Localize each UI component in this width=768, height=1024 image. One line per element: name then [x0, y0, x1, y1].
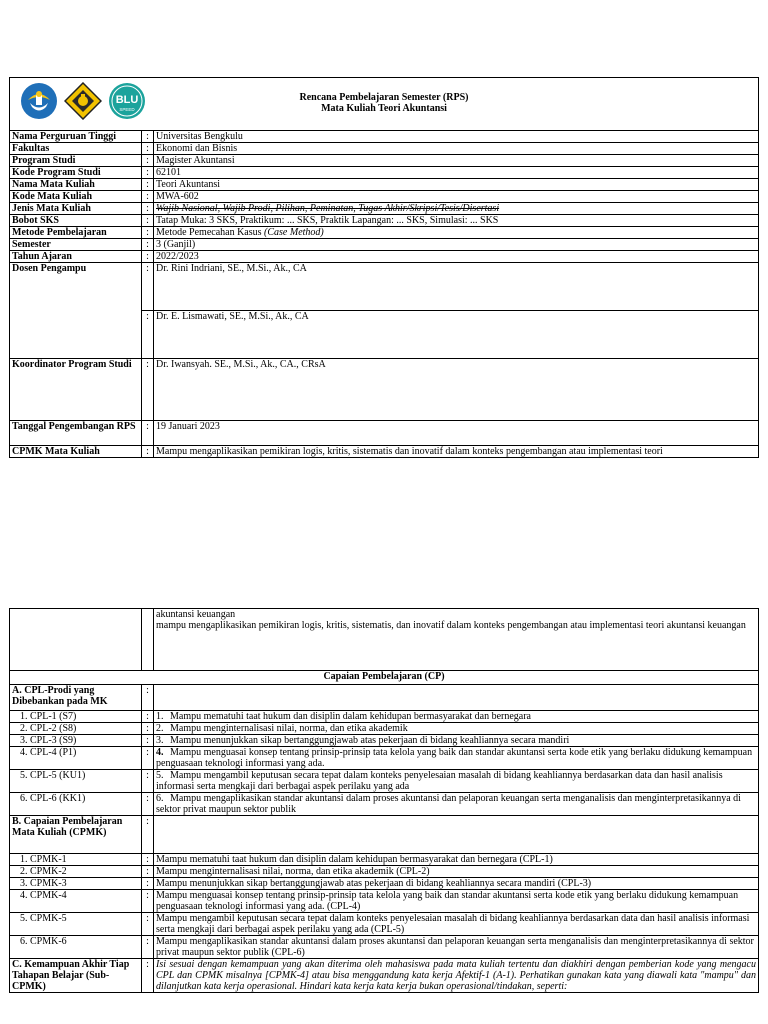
cpl-row	[10, 711, 759, 723]
cpmk-mk-label: CPMK Mata Kuliah	[10, 446, 142, 458]
cpmk-text: Mampu menginternalisasi nilai, norma, dan etika akademik (CPL-2)	[154, 866, 759, 878]
separator: :	[142, 239, 154, 251]
info-row	[10, 167, 759, 179]
cpl-num: 3.	[156, 735, 164, 746]
separator: :	[142, 936, 154, 959]
separator: :	[142, 421, 154, 446]
separator: :	[142, 446, 154, 458]
cpl-row	[10, 747, 759, 770]
info-row	[10, 251, 759, 263]
separator: :	[142, 131, 154, 143]
cpl-num: 2.	[156, 723, 164, 734]
koordinator-row	[10, 359, 759, 421]
rps-title	[10, 92, 758, 114]
separator: :	[142, 866, 154, 878]
info-row	[10, 191, 759, 203]
separator: :	[142, 793, 154, 816]
cpl-num: 5.	[156, 770, 164, 781]
section-c-row	[10, 959, 759, 993]
dosen-name: Dr. E. Lismawati, SE., M.Si., Ak., CA	[154, 311, 759, 359]
dosen-row	[10, 263, 759, 311]
info-row	[10, 203, 759, 215]
info-label: Tahun Ajaran	[10, 251, 142, 263]
tanggal-row	[10, 421, 759, 446]
cpmk-mk-cont	[154, 609, 759, 671]
method-text: Metode Pemecahan Kasus	[156, 227, 265, 238]
separator: :	[142, 723, 154, 735]
cpl-desc: Mampu mematuhi taat hukum dan disiplin dalam kehidupan bermasyarakat dan bernegara	[170, 711, 531, 722]
cpl-text	[154, 793, 759, 816]
koordinator-value: Dr. Iwansyah. SE., M.Si., Ak., CA., CRsA	[154, 359, 759, 421]
cpmk-mk-cont-row	[10, 609, 759, 671]
info-value: MWA-602	[154, 191, 759, 203]
cpl-row	[10, 735, 759, 747]
rps-title-line1: Rencana Pembelajaran Semester (RPS)	[299, 92, 469, 103]
info-label: Nama Perguruan Tinggi	[10, 131, 142, 143]
cpmk-text: Mampu mengaplikasikan standar akuntansi dalam proses akuntansi dan pelaporan keuangan serta menganalisis dan menginterpretasikannya di sektor privat maupun sektor publik (CPL-6)	[154, 936, 759, 959]
separator: :	[142, 167, 154, 179]
cpl-text	[154, 711, 759, 723]
dosen-label: Dosen Pengampu	[10, 263, 142, 359]
cpl-num: 6.	[156, 793, 164, 804]
tanggal-value: 19 Januari 2023	[154, 421, 759, 446]
info-label: Fakultas	[10, 143, 142, 155]
separator: :	[142, 747, 154, 770]
rps-title-line2: Mata Kuliah Teori Akuntansi	[321, 103, 447, 114]
info-value: Wajib Nasional, Wajib Prodi, Pilihan, Peminatan, Tugas Akhir/Skripsi/Tesis/Disertasi	[154, 203, 759, 215]
cpmk-text: Mampu menunjukkan sikap bertanggungjawab atas pekerjaan di bidang keahliannya secara mandiri (CPL-3)	[154, 878, 759, 890]
cpl-code: 6. CPL-6 (KK1)	[10, 793, 142, 816]
info-row	[10, 179, 759, 191]
cpmk-code: 5. CPMK-5	[10, 913, 142, 936]
info-label: Bobot SKS	[10, 215, 142, 227]
info-label: Metode Pembelajaran	[10, 227, 142, 239]
cpl-code: 2. CPL-2 (S8)	[10, 723, 142, 735]
separator: :	[142, 203, 154, 215]
cpmk-mk-value: Mampu mengaplikasikan pemikiran logis, kritis, sistematis dan inovatif dalam konteks pengembangan atau implementasi teori	[154, 446, 759, 458]
info-value: 62101	[154, 167, 759, 179]
cpl-desc: Mampu mengaplikasikan standar akuntansi dalam proses akuntansi dan pelaporan keuangan serta menganalisis dan menginterpretasikannya di sektor privat maupun sektor publik	[156, 793, 741, 815]
cpl-row	[10, 723, 759, 735]
cpmk-code: 4. CPMK-4	[10, 890, 142, 913]
cpl-text	[154, 747, 759, 770]
rps-info-table	[9, 77, 759, 458]
info-value: Ekonomi dan Bisnis	[154, 143, 759, 155]
info-row	[10, 143, 759, 155]
blu-text: BLU	[115, 94, 139, 106]
cpl-num: 1.	[156, 711, 164, 722]
separator: :	[142, 816, 154, 854]
cpmk-mk-cont-line: mampu mengaplikasikan pemikiran logis, kritis, sistematis, dan inovatif dalam konteks pengembangan atau implementasi teori akuntansi keuangan	[156, 620, 746, 631]
separator: :	[142, 770, 154, 793]
cpl-row	[10, 793, 759, 816]
separator: :	[142, 143, 154, 155]
cpl-code: 4. CPL-4 (P1)	[10, 747, 142, 770]
cpl-code: 5. CPL-5 (KU1)	[10, 770, 142, 793]
section-a-row	[10, 685, 759, 711]
cpmk-row	[10, 866, 759, 878]
dosen-name: Dr. Rini Indriani, SE., M.Si., Ak., CA	[154, 263, 759, 311]
cpl-text	[154, 735, 759, 747]
cpmk-text: Mampu mengambil keputusan secara tepat dalam konteks penyelesaian masalah di bidang keahliannya berdasarkan data dan hasil analisis informasi serta mengkaji dari berbagai aspek perilaku yang ada (CPL-5)	[154, 913, 759, 936]
section-b-row	[10, 816, 759, 854]
cpmk-code: 1. CPMK-1	[10, 854, 142, 866]
cpmk-row	[10, 913, 759, 936]
info-label: Jenis Mata Kuliah	[10, 203, 142, 215]
separator: :	[142, 227, 154, 239]
info-value: Teori Akuntansi	[154, 179, 759, 191]
rps-header-row	[10, 78, 759, 131]
separator: :	[142, 913, 154, 936]
separator: :	[142, 959, 154, 993]
separator: :	[142, 263, 154, 311]
info-value: Universitas Bengkulu	[154, 131, 759, 143]
info-value: 3 (Ganjil)	[154, 239, 759, 251]
cpmk-text: Mampu mematuhi taat hukum dan disiplin dalam kehidupan bermasyarakat dan bernegara (CPL-1)	[154, 854, 759, 866]
info-row	[10, 239, 759, 251]
cpl-desc: Mampu mengambil keputusan secara tepat dalam konteks penyelesaian masalah di bidang keahliannya berdasarkan data dan hasil analisis informasi serta mengkaji dari berbagai aspek perilaku yang ada	[156, 770, 723, 792]
info-label: Semester	[10, 239, 142, 251]
cpl-desc: Mampu menguasai konsep tentang prinsip-prinsip tata kelola yang baik dan standar akuntansi serta kode etik yang berlaku didukung kemampuan penguasaan teknologi informasi yang ada.	[156, 747, 753, 769]
separator: :	[142, 215, 154, 227]
cpmk-row	[10, 878, 759, 890]
cpl-num: 4.	[156, 747, 164, 758]
cpmk-code: 6. CPMK-6	[10, 936, 142, 959]
separator: :	[142, 854, 154, 866]
cpmk-mk-cont-line: akuntansi keuangan	[156, 609, 236, 620]
method-italic: (Case Method)	[264, 227, 324, 238]
section-b-label: B. Capaian Pembelajaran Mata Kuliah (CPMK)	[10, 816, 142, 854]
section-c-label: C. Kemampuan Akhir Tiap Tahapan Belajar (Sub-CPMK)	[10, 959, 142, 993]
cpmk-text: Mampu menguasai konsep tentang prinsip-prinsip tata kelola yang baik dan standar akuntansi serta kode etik yang berlaku didukung kemampuan penguasaan teknologi informasi yang ada. (CPL-4)	[154, 890, 759, 913]
info-label: Kode Program Studi	[10, 167, 142, 179]
info-value	[154, 227, 759, 239]
separator: :	[142, 155, 154, 167]
separator: :	[142, 711, 154, 723]
cpmk-row	[10, 890, 759, 913]
info-label: Nama Mata Kuliah	[10, 179, 142, 191]
cpl-desc: Mampu menunjukkan sikap bertanggungjawab atas pekerjaan di bidang keahliannya secara mandiri	[170, 735, 570, 746]
koordinator-label: Koordinator Program Studi	[10, 359, 142, 421]
separator: :	[142, 685, 154, 711]
cpmk-code: 3. CPMK-3	[10, 878, 142, 890]
separator: :	[142, 359, 154, 421]
info-value: Magister Akuntansi	[154, 155, 759, 167]
info-label: Kode Mata Kuliah	[10, 191, 142, 203]
info-value: Tatap Muka: 3 SKS, Praktikum: ... SKS, Praktik Lapangan: ... SKS, Simulasi: ... SKS	[154, 215, 759, 227]
cp-heading: Capaian Pembelajaran (CP)	[10, 671, 759, 685]
cp-table	[9, 608, 759, 993]
cpl-text	[154, 723, 759, 735]
blu-subtext: SPEED	[119, 107, 135, 112]
info-row	[10, 131, 759, 143]
cpmk-row	[10, 854, 759, 866]
separator: :	[142, 179, 154, 191]
cp-heading-row	[10, 671, 759, 685]
info-row	[10, 155, 759, 167]
cpmk-row	[10, 936, 759, 959]
separator: :	[142, 878, 154, 890]
section-c-text: Isi sesuai dengan kemampuan yang akan diterima oleh mahasiswa pada mata kuliah tertentu dan diakhiri dengan pemberian kode yang mengacu CPL dan CPMK misalnya [CPMK-4] atau bisa menggandung kata kerja Afektif-1 (A-1). Perhatikan gunakan kata yang diawali kata "mampu" dan dilanjutkan kata kerja operasional. Hindari kata kerja kata kerja bukan operasional/tindakan, seperti:	[154, 959, 759, 993]
tanggal-label: Tanggal Pengembangan RPS	[10, 421, 142, 446]
info-row	[10, 227, 759, 239]
separator: :	[142, 191, 154, 203]
separator: :	[142, 311, 154, 359]
separator: :	[142, 890, 154, 913]
info-value: 2022/2023	[154, 251, 759, 263]
info-label: Program Studi	[10, 155, 142, 167]
section-a-label: A. CPL-Prodi yang Dibebankan pada MK	[10, 685, 142, 711]
info-row	[10, 215, 759, 227]
separator: :	[142, 735, 154, 747]
cpl-code: 3. CPL-3 (S9)	[10, 735, 142, 747]
cpl-row	[10, 770, 759, 793]
cpl-desc: Mampu menginternalisasi nilai, norma, dan etika akademik	[170, 723, 408, 734]
cpl-text	[154, 770, 759, 793]
separator: :	[142, 251, 154, 263]
cpmk-mk-row	[10, 446, 759, 458]
cpmk-code: 2. CPMK-2	[10, 866, 142, 878]
cpl-code: 1. CPL-1 (S7)	[10, 711, 142, 723]
